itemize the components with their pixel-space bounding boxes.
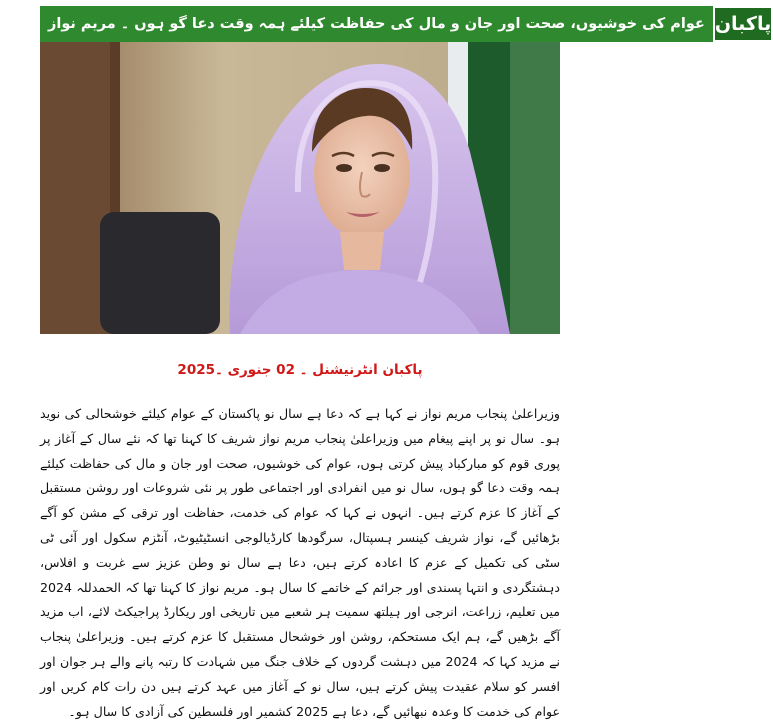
article-body: [40, 402, 560, 724]
article-paragraph: وزیراعلیٰ پنجاب مریم نواز نے کہا ہے کہ دعا ہے سال نو پاکستان کے عوام کیلئے خوشحالی کی نوید ہو۔ سال نو پر اپنے پیغام میں وزیراعلیٰ پنجاب مریم نواز شریف کا کہنا تھا کہ نئے سال کے آغاز پر پوری قوم کو مبارکباد پیش کرتی ہوں، عوام کی خوشیوں، صحت اور جان و مال کی حفاظت کیلئے ہمہ وقت دعا گو ہوں، سال نو میں انفرادی اور اجتماعی طور پر نئی شروعات اور روشن مستقبل کے آغاز کا عزم کرتے ہیں۔ انہوں نے کہا کہ عوام کی خدمت، حفاظت اور ترقی کے مشن کو آگے بڑھائیں گے، نواز شریف کینسر ہسپتال، سرگودھا کارڈیالوجی انسٹیٹیوٹ، آنٹزم سکول اور آئی ٹی سٹی کی تکمیل کے عزم کا اعادہ کرتے ہیں، دعا ہے سال نو وطن عزیز سے غربت و افلاس، دہشتگردی و انتہا پسندی اور جرائم کے خاتمے کا سال ہو۔ مریم نواز کا کہنا تھا کہ الحمدللہ 2024 میں تعلیم، زراعت، انرجی اور ہیلتھ سمیت ہر شعبے میں تاریخی اور ریکارڈ پراجیکٹ لائے، اب مزید آگے بڑھیں گے، ہم ایک مستحکم، روشن اور خوشحال مستقبل کا عزم کرتے ہیں۔ وزیراعلیٰ پنجاب نے مزید کہا کہ 2024 میں دہشت گردوں کے خلاف جنگ میں شہادت کا رتبہ پانے والے ہر جوان اور افسر کو سلام عقیدت پیش کرتے ہیں، سال نو کے آغاز میں عہد کرتے ہیں دن رات کام کریں اور عوام کی خدمت کا وعدہ نبھائیں گے، دعا ہے 2025 کشمیر اور فلسطین کی آزادی کا سال ہو۔: [40, 406, 560, 719]
portrait-photo: [40, 42, 560, 334]
news-header-bar: [40, 6, 772, 42]
dateline: پاکبان انٹرنیشنل ۔ 02 جنوری ۔2025: [177, 362, 423, 378]
news-photo: [40, 42, 560, 334]
brand-logo: پاکبان: [713, 6, 773, 42]
headline: عوام کی خوشیوں، صحت اور جان و مال کی حفاظت کیلئے ہمہ وقت دعا گو ہوں ۔ مریم نواز: [40, 6, 713, 42]
